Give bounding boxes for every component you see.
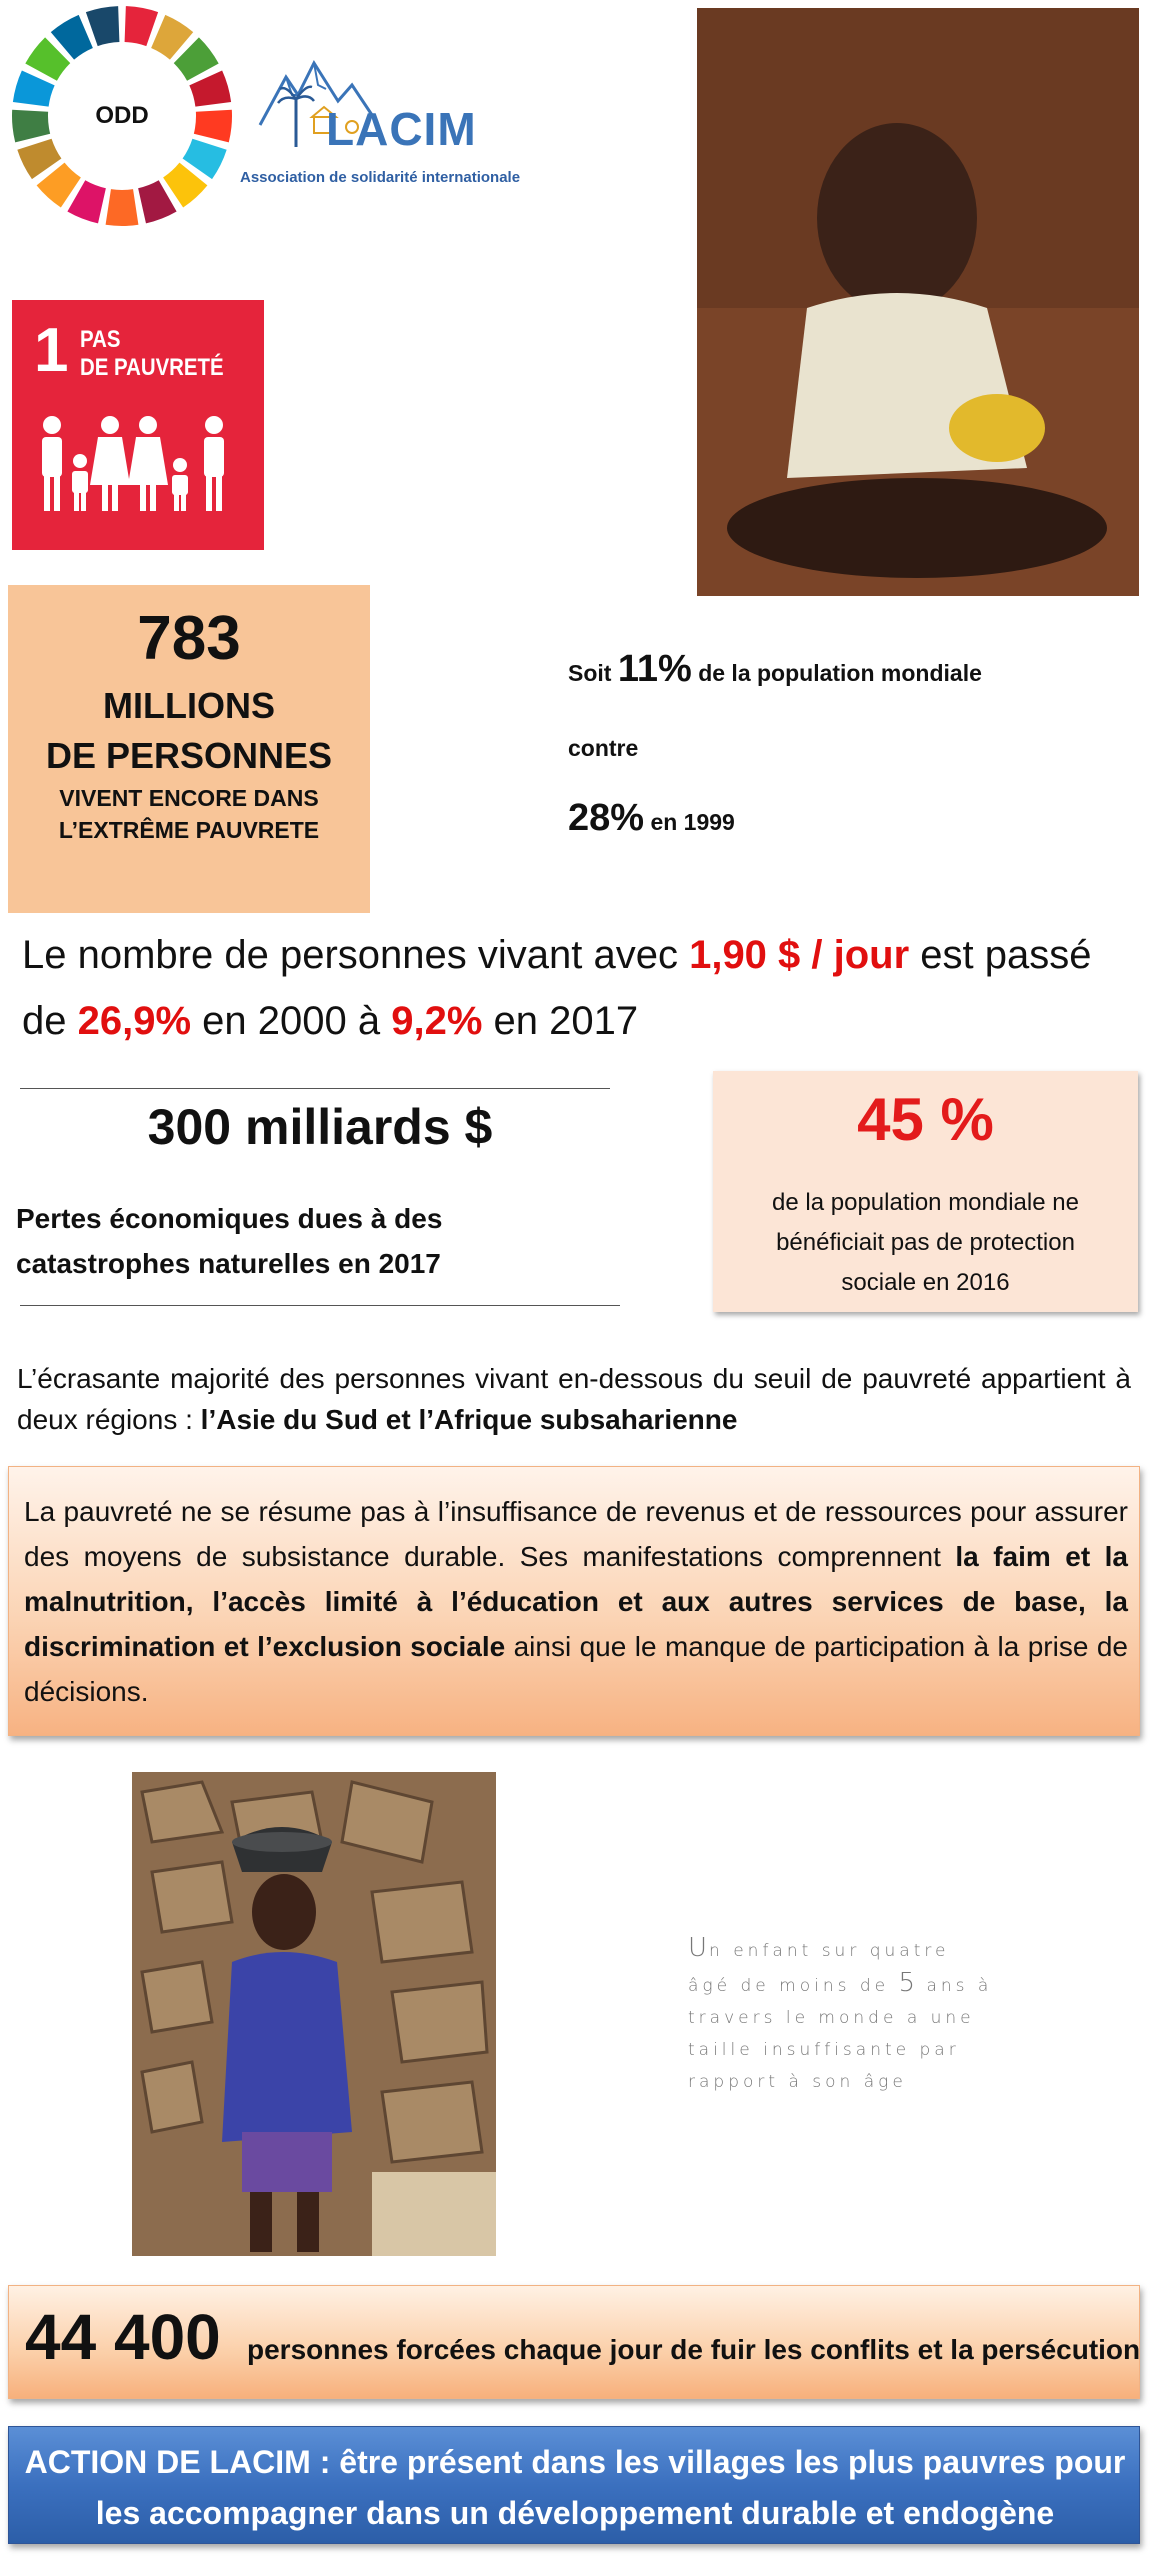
lacim-action-text: ACTION DE LACIM : être présent dans les villages les plus pauvres pour les accompagner dans un développement durable et endogène	[24, 2444, 1126, 2531]
stat-300-desc: Pertes économiques dues à des catastrophes naturelles en 2017	[16, 1203, 443, 1279]
share-value: 11%	[617, 648, 692, 690]
stat-45-desc: de la population mondiale ne bénéficiait pas de protection sociale en 2016	[772, 1189, 1079, 1296]
stat-783-line3: VIVENT ENCORE DANS	[59, 785, 319, 811]
child-photo	[697, 8, 1139, 596]
child-photo-graphic	[697, 8, 1139, 596]
share-prefix: Soit	[568, 660, 612, 686]
girl-carrying-bucket-photo	[132, 1772, 496, 2256]
quote-line1-text: n enfant sur quatre	[709, 1941, 950, 1961]
stat-44400-value: 44 400	[25, 2301, 221, 2373]
past-value: 28%	[568, 797, 645, 839]
quote-line2	[688, 1967, 1038, 2002]
contre-label: contre	[568, 735, 639, 761]
quote-line2a: âgé de moins de	[688, 1976, 899, 1996]
para-190-text3: en 2000 à	[191, 999, 392, 1043]
quote-line3: travers le monde a une	[688, 2008, 975, 2028]
para-majority-text: L’écrasante majorité des personnes vivant en-dessous du seuil de pauvreté appartient à deux régions :	[17, 1363, 1131, 1435]
quote-cap: U	[688, 1933, 710, 1963]
sdg1-title	[80, 326, 224, 381]
para-190-text1: Le nombre de personnes vivant avec	[22, 933, 690, 977]
stat-783-box	[8, 585, 370, 913]
para-majority-bold: l’Asie du Sud et l’Afrique subsaharienne	[200, 1404, 738, 1435]
lacim-logo	[238, 55, 521, 195]
quote-line2b: ans à	[917, 1976, 993, 1996]
stat-45-box	[713, 1071, 1138, 1312]
poverty-text1: La pauvreté ne se résume pas à l’insuffisance de revenus et de ressources pour assurer des moyens de subsistance durable. Ses manifestations comprennent	[24, 1496, 1128, 1572]
stat-44400-box	[8, 2285, 1140, 2399]
logo-brand: LACIM	[326, 103, 477, 155]
para-majority	[17, 1358, 1131, 1440]
quote-line1	[688, 1932, 1038, 1967]
poverty-definition-text	[24, 1489, 1128, 1714]
sdg1-tile	[12, 300, 264, 550]
poverty-text2: ainsi que le manque de participation à la prise de décisions.	[24, 1631, 1128, 1707]
divider-top	[20, 1088, 610, 1089]
stat-44400-desc: personnes forcées chaque jour de fuir les conflits et la persécution	[247, 2334, 1141, 2365]
para-190-dollars	[22, 922, 1132, 1054]
stat-783-line1: MILLIONS	[103, 685, 275, 726]
family-icon	[38, 415, 238, 515]
stat-783-line4: L’EXTRÊME PAUVRETE	[58, 817, 320, 843]
quote-line5: rapport à son âge	[688, 2072, 907, 2092]
logo-tagline: Association de solidarité internationale	[240, 169, 521, 186]
stat-300-value: 300 milliards $	[147, 1099, 493, 1155]
lacim-action-banner	[8, 2426, 1140, 2544]
sdg1-title-line1: PAS	[80, 326, 121, 353]
para-190-text4: en 2017	[482, 999, 639, 1043]
sdg-wheel-label: ODD	[95, 102, 149, 129]
para-190-highlight1: 1,90 $ / jour	[689, 933, 910, 977]
stat-past-line	[568, 797, 735, 840]
stat-783-line2: DE PERSONNES	[45, 735, 333, 776]
stat-783-value: 783	[137, 604, 241, 673]
divider-bottom	[20, 1305, 620, 1306]
sdg1-title-line2: DE PAUVRETÉ	[80, 353, 224, 381]
share-suffix: de la population mondiale	[698, 660, 982, 686]
sdg1-number: 1	[34, 316, 69, 385]
poverty-definition-box	[8, 1466, 1140, 1736]
girl-photo-graphic	[132, 1772, 496, 2256]
quote-line4: taille insuffisante par	[688, 2040, 960, 2060]
sdg-wheel-logo	[10, 4, 234, 228]
para-190-highlight2: 26,9%	[77, 999, 192, 1043]
stunting-quote	[688, 1932, 1038, 2098]
past-suffix: en 1999	[650, 809, 735, 835]
stat-45-value: 45 %	[857, 1086, 994, 1153]
para-190-highlight3: 9,2%	[391, 999, 483, 1043]
poverty-bold: la faim et la malnutrition, l’accès limité à l’éducation et aux autres services de base, la discrimination et l’exclusion sociale	[24, 1541, 1128, 1662]
stat-share-line	[568, 648, 982, 691]
para-190-text2: est passé de	[22, 933, 1092, 1043]
quote-number: 5	[898, 1968, 918, 1998]
